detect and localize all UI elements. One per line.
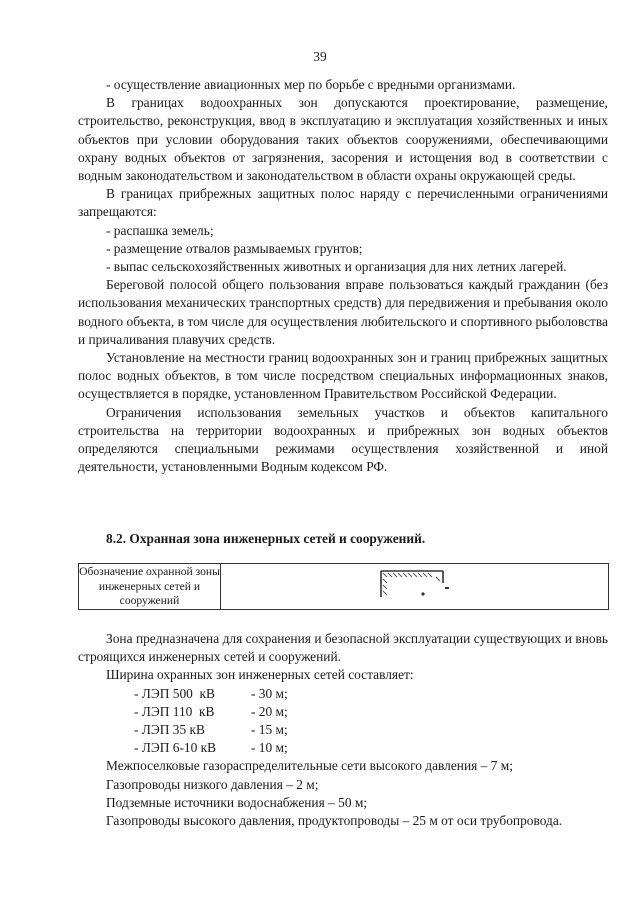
distance-value: - 20 м;	[251, 703, 288, 719]
distance-name: - ЛЭП 500 кВ	[134, 685, 215, 701]
distance-value: - 30 м;	[251, 685, 288, 701]
distance-row	[78, 685, 608, 703]
line-water-sources: Подземные источники водоснабжения – 50 м;	[106, 794, 368, 810]
distance-row	[78, 703, 608, 721]
line-gas-inter-settlement: Межпоселковые газораспределительные сети высокого давления – 7 м;	[106, 758, 513, 774]
legend-table	[78, 563, 609, 610]
section-heading: 8.2. Охранная зона инженерных сетей и сооружений.	[106, 531, 426, 546]
line-gas-low-pressure: Газопроводы низкого давления – 2 м;	[106, 776, 319, 792]
paragraph-establishment: Установление на местности границ водоохранных зон и границ прибрежных защитных полос водных объектов, в том числе посредством специальных информационных знаков, осуществляется в порядке, установленном Правительством Российской Федерации.	[78, 350, 608, 402]
legend-label: Обозначение охранной зоны инженерных сетей и сооружений	[79, 565, 220, 607]
paragraph-restrictions: Ограничения использования земельных участков и объектов капитального строительства на территории водоохранных и прибрежных зон водных объектов определяются специальными режимами осуществления хозяйственной и иной деятельности, установленными Водным кодексом РФ.	[78, 404, 608, 475]
paragraph-width-intro: Ширина охранных зон инженерных сетей составляет:	[106, 667, 414, 683]
engineering-zones-section	[78, 630, 608, 830]
distance-row	[78, 721, 608, 739]
paragraph-gas-high-pressure: Газопроводы высокого давления, продуктопроводы – 25 м от оси трубопровода.	[106, 813, 563, 829]
list-item: - размещение отвалов размываемых грунтов;	[106, 240, 363, 256]
distance-row	[78, 739, 608, 757]
list-item: - выпас сельскохозяйственных животных и организация для них летних лагерей.	[106, 259, 567, 275]
distance-name: - ЛЭП 35 кВ	[134, 722, 205, 738]
distance-value: - 15 м;	[251, 722, 288, 738]
paragraph-prohibited-intro: В границах прибрежных защитных полос наряду с перечисленными ограничениями запрещаются:	[78, 186, 608, 220]
water-protection-section	[78, 76, 608, 476]
distance-name: - ЛЭП 6-10 кВ	[134, 740, 217, 756]
distance-name: - ЛЭП 110 кВ	[134, 703, 215, 719]
list-item: - распашка земель;	[106, 222, 214, 238]
hatched-boundary-icon	[379, 567, 459, 606]
distance-value: - 10 м;	[251, 740, 288, 756]
paragraph-shore-strip: Береговой полосой общего пользования вправе пользоваться каждый гражданин (без использования механических транспортных средств) для передвижения и пребывания около водного объекта, в том числе для осуществления любительского и спортивного рыболовства и причаливания плавучих средств.	[78, 277, 608, 347]
line-aviation: - осуществление авиационных мер по борьбе с вредными организмами.	[106, 77, 516, 92]
paragraph-zone-purpose: Зона предназначена для сохранения и безопасной эксплуатации существующих и вновь строящихся инженерных сетей и сооружений.	[78, 631, 608, 665]
page-number: 39	[313, 49, 327, 64]
paragraph-allowed-activities: В границах водоохранных зон допускаются проектирование, размещение, строительство, реконструкция, ввод в эксплуатацию и эксплуатация хозяйственных и иных объектов при условии оборудования таких объектов сооружениями, обеспечивающими охрану водных объектов от загрязнения, засорения и истощения вод в соответствии с водным законодательством и законодательством в области охраны окружающей среды.	[78, 95, 608, 184]
